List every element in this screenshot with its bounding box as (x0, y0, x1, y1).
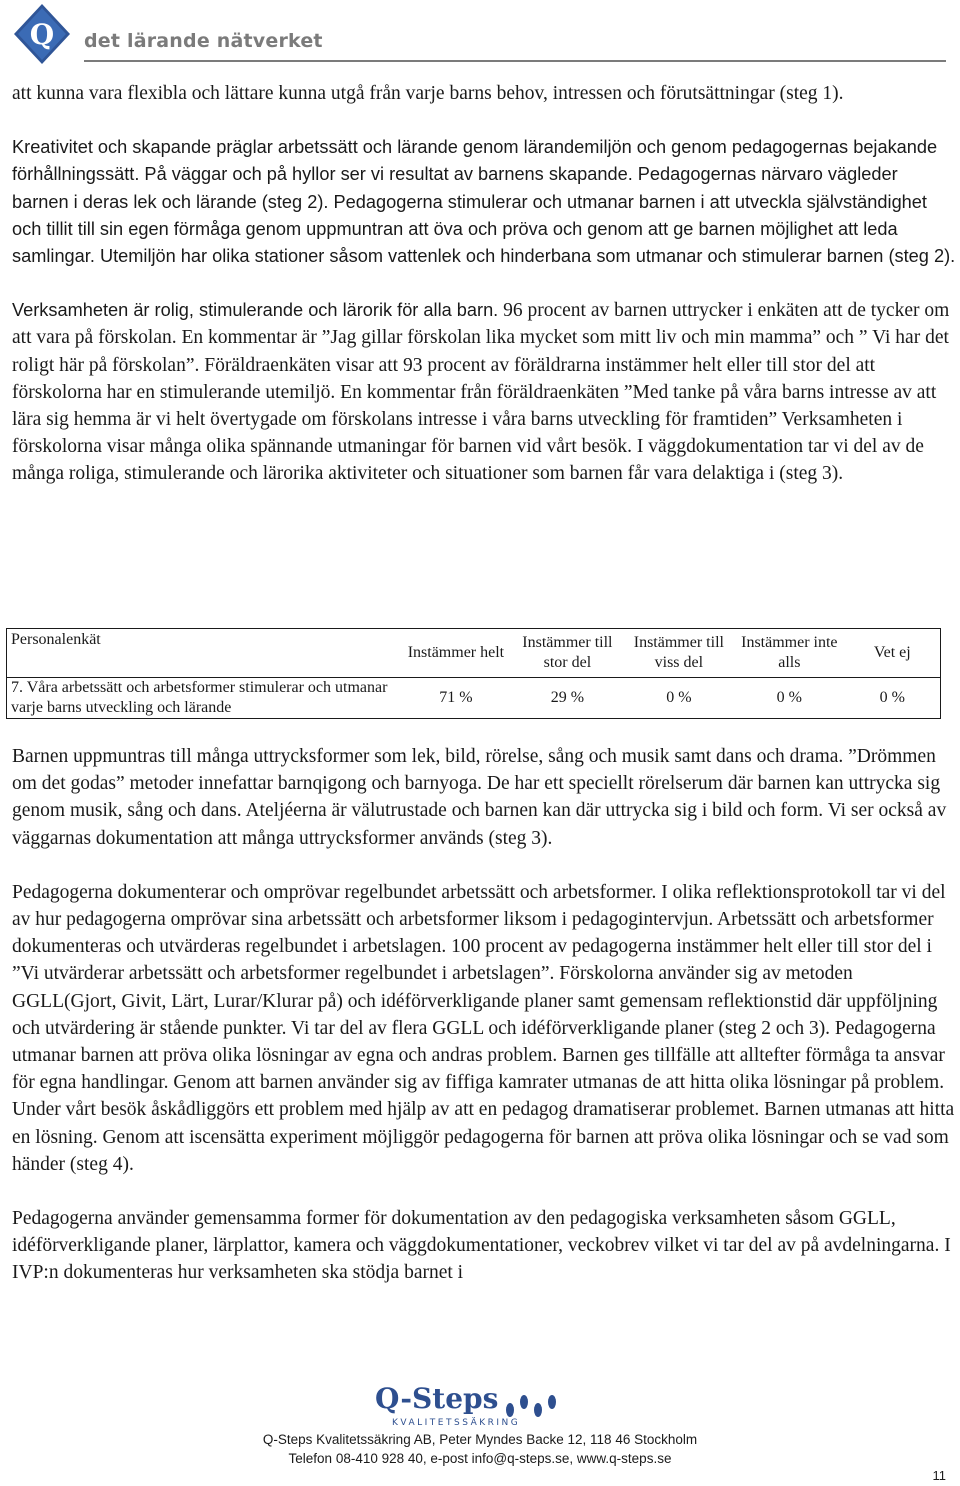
footsteps-icon (500, 1390, 580, 1420)
text-segment: 96 procent av barnen uttrycker i enkäten att de tycker om att vara på förskolan. En kommentar är ”Jag gillar förskolan lika mycket som mitt liv och min mamma” och ” Vi har det roligt här på förskolan”. Föräldraenkäten visar att 93 procent av föräldrarna instämmer helt eller till stor del att förskolorna har en stimulerande utemiljö. En kommentar från föräldraenkäten ”Med tanke på våra barns intresse av att lära sig hemma är vi helt övertygade om förskolans intresse i våra barns utveckling för framtiden” Verksamheten i förskolorna visar många olika spännande utmaningar för barnen vid vårt besök. I väggdokumentation tar vi del av de många roliga, stimulerande och lärorika aktiviteter och situationer som barnen får vara delaktiga i (steg 3). (12, 300, 950, 485)
header-divider (84, 60, 946, 62)
paragraph-creativity (12, 134, 956, 270)
q-logo-icon (12, 2, 72, 66)
brand-name: det lärande nätverket (84, 30, 323, 52)
table-row (7, 629, 941, 678)
text-segment: Kreativitet och skapande präglar arbetssätt och lärande genom lärandemiljön och genom pedagogernas bejakande förhållningssätt. På väggar och på hyllor ser vi resultat av barnens skapande. Pedagogernas närvaro vägleder barnen i deras lek och lärande (steg 2). (12, 137, 938, 212)
table-cell: 71 % (401, 678, 511, 719)
page-number: 11 (932, 1468, 946, 1483)
table-row (7, 678, 941, 719)
footer-logo-name: Q-Steps (375, 1382, 499, 1415)
column-header: Instämmer till stor del (511, 629, 623, 678)
table-cell: 0 % (624, 678, 734, 719)
column-header: Vet ej (845, 629, 941, 678)
document-body (12, 80, 956, 488)
column-header: Instämmer helt (401, 629, 511, 678)
survey-table (6, 628, 941, 719)
text-segment: att kunna vara flexibla och lättare kunna utgå från varje barns behov, intressen och förutsättningar (steg 1). (12, 83, 844, 104)
footer-address: Q-Steps Kvalitetssäkring AB, Peter Myndes Backe 12, 118 46 Stockholm (262, 1432, 698, 1447)
footer-contact: Telefon 08-410 928 40, e-post info@q-steps.se, www.q-steps.se (288, 1451, 672, 1466)
table-cell: 0 % (734, 678, 844, 719)
document-body-continued (12, 743, 956, 1287)
paragraph-documentation: Pedagogerna dokumenterar och omprövar regelbundet arbetssätt och arbetsformer. I olika reflektionsprotokoll tar vi del av hur pedagogerna omprövar sina arbetssätt och arbetsformer liksom i pedagogintervjun. Arbetssätt och arbetsformer dokumenteras och utvärderas regelbundet i arbetslagen. 100 procent av pedagogerna instämmer helt eller till stor del i ”Vi utvärderar arbetssätt och arbetsformer regelbundet i arbetslagen”. Förskolorna använder sig av metoden GGLL(Gjort, Givit, Lärt, Lurar/Klurar på) och idéförverkligande planer samt gemensam reflektionstid där uppföljning och utvärdering är stående punkter. Vi tar del av flera GGLL och idéförverkligande planer (steg 2 och 3). Pedagogerna utmanar barnen att pröva olika lösningar av egna och andras problem. Barnen ges tillfälle att alltefter förmåga ta ansvar för egna handlingar. Genom att barnen använder sig av fiffiga kamrater utmanas de att hitta olika lösningar på problem. Under vårt besök åskådliggörs ett problem med hjälp av att en pedagog dramatiserar problemet. Barnen utmanas att hitta en lösning. Genom att iscensätta experiment möjliggör pedagogerna för barnen att pröva olika lösningar och se vad som händer (steg 4). (12, 881, 955, 1175)
survey-title: Personalenkät (7, 629, 401, 678)
paragraph-intro (12, 80, 956, 107)
paragraph-forms: Pedagogerna använder gemensamma former för dokumentation av den pedagogiska verksamheten såsom GGLL, idéförverkligande planer, lärplattor, kamera och väggdokumentationer, veckobrev vilket vi tar del av på avdelningarna. I IVP:n dokumenteras hur verksamheten ska stödja barnet i (12, 1208, 951, 1284)
paragraph-expression: Barnen uppmuntras till många uttrycksformer som lek, bild, rörelse, sång och musik samt dans och drama. ”Drömmen om det godas” metoder innefattar barnqigong och barnyoga. De har ett speciellt rörelserum där barnen kan uttrycka sig genom musik, sång och dans. Ateljéerna är välutrustade och barnen kan där uttrycka sig i bild och form. Vi ser också av väggarnas dokumentation att många uttrycksformer används (steg 3). (12, 746, 947, 849)
table-cell: 29 % (511, 678, 623, 719)
text-segment: Pedagogerna stimulerar och utmanar barnen i att utveckla självständighet och tillit till sin egen förmåga genom uppmuntran att öva och pröva och genom att ge barnen möjlighet att leda samlingar. Utemiljön har olika stationer såsom vattenlek och hinderbana som utmanar och stimulerar barnen (steg 2). (12, 191, 956, 267)
paragraph-fun (12, 297, 956, 487)
column-header: Instämmer inte alls (734, 629, 844, 678)
footer-logo-sub: KVALITETSSÄKRING (392, 1418, 521, 1428)
text-segment: Verksamheten är rolig, stimulerande och lärorik för alla barn. (12, 300, 499, 321)
page-header (0, 0, 960, 80)
svg-text:Q: Q (29, 18, 55, 51)
table-cell: 0 % (845, 678, 941, 719)
survey-question: 7. Våra arbetssätt och arbetsformer stimulerar och utmanar varje barns utveckling och lärande (7, 678, 401, 719)
column-header: Instämmer till viss del (624, 629, 734, 678)
